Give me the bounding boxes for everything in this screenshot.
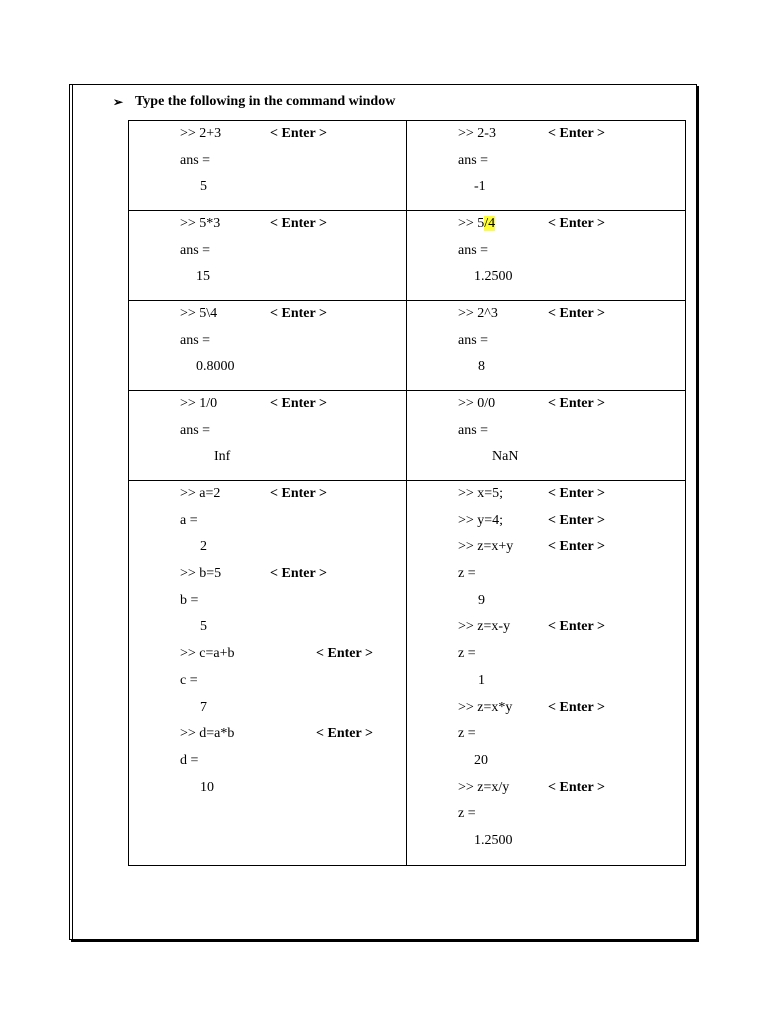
command-text: >> d=a*b — [180, 726, 235, 742]
enter-key-label: < Enter > — [548, 539, 605, 555]
enter-key-label: < Enter > — [270, 486, 327, 501]
variable-label: z = — [458, 726, 476, 742]
table-row — [129, 121, 686, 211]
result-value: 5 — [200, 619, 207, 635]
enter-key-label: < Enter > — [316, 646, 373, 662]
ans-label: ans = — [458, 422, 489, 438]
table-cell — [129, 121, 407, 211]
arrow-bullet-icon: ➢ — [113, 94, 124, 109]
enter-key-label: < Enter > — [270, 216, 327, 231]
enter-key-label: < Enter > — [270, 306, 327, 321]
result-value: 5 — [200, 179, 207, 195]
variable-label: z = — [458, 566, 476, 582]
enter-key-label: < Enter > — [548, 126, 605, 141]
variable-label: c = — [180, 672, 198, 688]
result-value: 7 — [200, 699, 207, 715]
enter-key-label: < Enter > — [548, 306, 605, 321]
ans-label: ans = — [180, 332, 211, 348]
command-text: >> x=5; — [458, 486, 504, 501]
command-text: >> y=4; — [458, 512, 504, 528]
command-text: >> 2+3 — [180, 126, 222, 141]
ans-label: ans = — [458, 332, 489, 348]
enter-key-label: < Enter > — [548, 396, 605, 411]
result-value: 8 — [478, 359, 485, 375]
highlighted-text: /4 — [484, 216, 496, 231]
enter-key-label: < Enter > — [548, 486, 605, 501]
table-row — [129, 391, 686, 481]
command-text: >> 2^3 — [458, 306, 498, 321]
table-cell — [407, 481, 686, 866]
result-value: 0.8000 — [196, 359, 235, 375]
command-text: >> 2-3 — [458, 126, 496, 141]
result-value: 1 — [478, 672, 485, 688]
command-text: >> 5\4 — [180, 306, 218, 321]
enter-key-label: < Enter > — [270, 126, 327, 141]
command-text: >> c=a+b — [180, 646, 235, 662]
table-cell — [407, 301, 686, 391]
result-value: 15 — [196, 269, 210, 285]
command-text: >> a=2 — [180, 486, 221, 501]
command-text: >> 5*3 — [180, 216, 221, 231]
result-value: NaN — [492, 449, 519, 465]
table-cell — [129, 211, 407, 301]
variable-label: b = — [180, 592, 199, 608]
command-text: >> b=5 — [180, 566, 222, 582]
command-text: >> 0/0 — [458, 396, 496, 411]
enter-key-label: < Enter > — [548, 699, 605, 715]
table-row — [129, 481, 686, 866]
command-text: >> 1/0 — [180, 396, 218, 411]
table-row — [129, 211, 686, 301]
ans-label: ans = — [180, 242, 211, 258]
command-prefix: >> 5 — [458, 216, 485, 231]
enter-key-label: < Enter > — [316, 726, 373, 742]
table-cell — [129, 481, 407, 866]
instruction-text: Type the following in the command window — [135, 94, 396, 109]
enter-key-label: < Enter > — [270, 396, 327, 411]
command-text: >> z=x+y — [458, 539, 514, 555]
table-row — [129, 301, 686, 391]
table-cell — [129, 391, 407, 481]
enter-key-label: < Enter > — [270, 566, 327, 582]
result-value: Inf — [214, 449, 231, 465]
command-text — [458, 211, 495, 238]
result-value: 20 — [474, 752, 488, 768]
result-value: 9 — [478, 592, 485, 608]
ans-label: ans = — [458, 152, 489, 168]
result-value: -1 — [474, 179, 486, 195]
result-value: 10 — [200, 779, 214, 795]
variable-label: z = — [458, 646, 476, 662]
command-text: >> z=x*y — [458, 699, 513, 715]
variable-label: a = — [180, 512, 198, 528]
table-cell — [129, 301, 407, 391]
ans-label: ans = — [180, 422, 211, 438]
variable-label: d = — [180, 752, 199, 768]
instruction-heading — [113, 92, 395, 112]
ans-label: ans = — [458, 242, 489, 258]
enter-key-label: < Enter > — [548, 512, 605, 528]
enter-key-label: < Enter > — [548, 619, 605, 635]
command-text: >> z=x/y — [458, 779, 510, 795]
command-examples-table — [128, 120, 686, 866]
table-cell — [407, 391, 686, 481]
enter-key-label: < Enter > — [548, 216, 605, 231]
enter-key-label: < Enter > — [548, 779, 605, 795]
ans-label: ans = — [180, 152, 211, 168]
result-value: 2 — [200, 539, 207, 555]
variable-label: z = — [458, 806, 476, 822]
result-value: 1.2500 — [474, 832, 513, 848]
table-cell — [407, 211, 686, 301]
command-text: >> z=x-y — [458, 619, 511, 635]
table-cell — [407, 121, 686, 211]
result-value: 1.2500 — [474, 269, 513, 285]
